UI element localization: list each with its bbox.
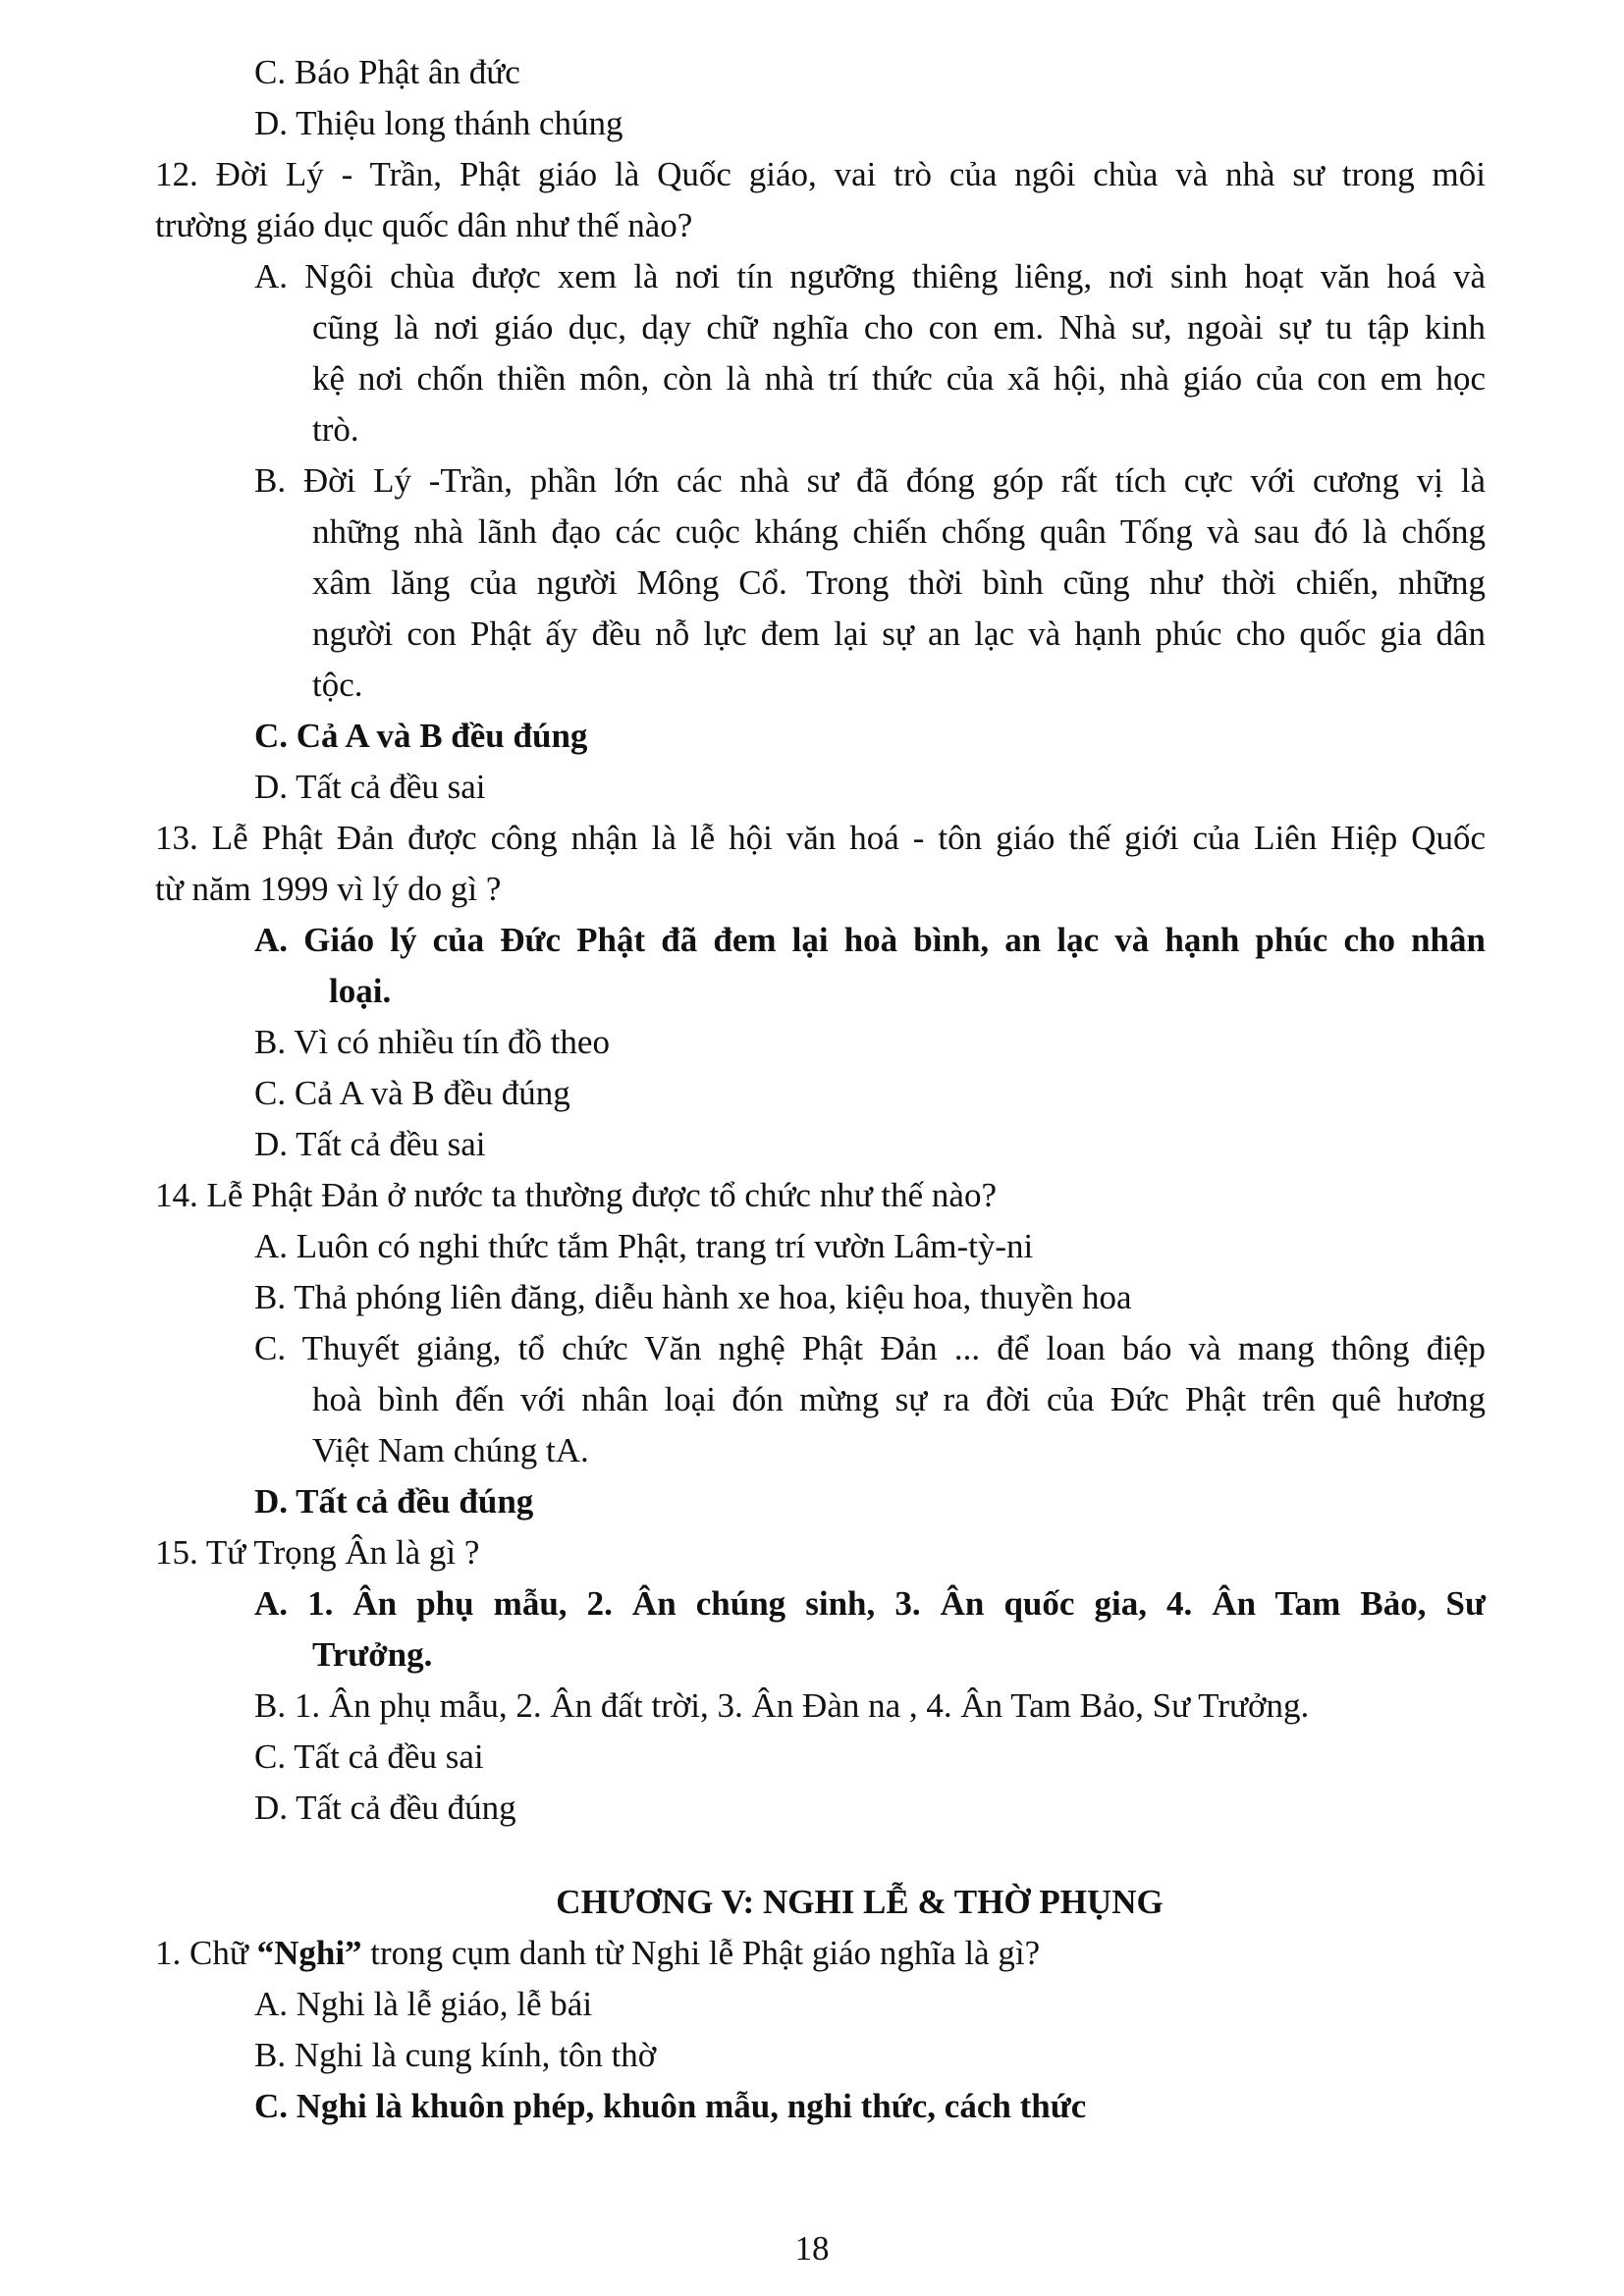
q12-option-a-line-3: kệ nơi chốn thiền môn, còn là nhà trí thức của xã hội, nhà giáo của con em học (312, 359, 1486, 398)
q13-option-a-line-1: A. Giáo lý của Đức Phật đã đem lại hoà bình, an lạc và hạnh phúc cho nhân (254, 921, 1486, 959)
q14-option-c-line-1: C. Thuyết giảng, tổ chức Văn nghệ Phật Đản ... để loan báo và mang thông điệp (254, 1329, 1486, 1367)
q13-option-a-line-2: loại. (329, 972, 392, 1010)
q12-option-b-line-5: tộc. (312, 666, 363, 704)
q13-option-d: D. Tất cả đều sai (254, 1125, 486, 1163)
chapter-q1-option-c-correct: C. Nghi là khuôn phép, khuôn mẫu, nghi thức, cách thức (254, 2087, 1087, 2125)
q12-option-a-line-4: trò. (312, 410, 359, 449)
q12-option-b (155, 455, 1486, 711)
q13-option-a-correct (155, 915, 1486, 1017)
q11-option-c: C. Báo Phật ân đức (254, 53, 520, 91)
q12-option-d: D. Tất cả đều sai (254, 768, 486, 806)
q12-option-b-line-3: xâm lăng của người Mông Cổ. Trong thời bình cũng như thời chiến, những (312, 563, 1486, 602)
q13-question-line-1: 13. Lễ Phật Đản được công nhận là lễ hội văn hoá - tôn giáo thế giới của Liên Hiệp Quốc (155, 819, 1486, 857)
q13-question (155, 813, 1486, 915)
q12-option-b-line-1: B. Đời Lý -Trần, phần lớn các nhà sư đã đóng góp rất tích cực với cương vị là (254, 461, 1486, 500)
page-number: 18 (794, 2229, 830, 2268)
q15-option-c: C. Tất cả đều sai (254, 1737, 484, 1776)
chapter-q1-question (155, 1928, 1486, 1979)
q14-option-a: A. Luôn có nghi thức tắm Phật, trang trí vườn Lâm-tỳ-ni (254, 1227, 1034, 1265)
q15-option-a-line-1: A. 1. Ân phụ mẫu, 2. Ân chúng sinh, 3. Ân quốc gia, 4. Ân Tam Bảo, Sư (254, 1584, 1486, 1623)
chapter-title: CHƯƠNG V: NGHI LỄ & THỜ PHỤNG (556, 1883, 1164, 1921)
q13-option-b: B. Vì có nhiều tín đồ theo (254, 1023, 610, 1061)
chapter-q1-option-a: A. Nghi là lễ giáo, lễ bái (254, 1985, 593, 2023)
q12-question-line-2: trường giáo dục quốc dân như thế nào? (155, 206, 693, 244)
q12-option-b-line-4: người con Phật ấy đều nỗ lực đem lại sự an lạc và hạnh phúc cho quốc gia dân (312, 614, 1486, 653)
q14-option-c-line-3: Việt Nam chúng tA. (312, 1431, 589, 1469)
q12-option-a (155, 251, 1486, 455)
page-content (155, 47, 1486, 2132)
q12-option-c-correct: C. Cả A và B đều đúng (254, 717, 588, 755)
q11-option-d: D. Thiệu long thánh chúng (254, 104, 623, 142)
q12-question-line-1: 12. Đời Lý - Trần, Phật giáo là Quốc giáo, vai trò của ngôi chùa và nhà sư trong môi (155, 155, 1486, 193)
chapter-q1-suffix: trong cụm danh từ Nghi lễ Phật giáo nghĩa là gì? (361, 1934, 1041, 1972)
chapter-q1-prefix: 1. Chữ (155, 1934, 257, 1972)
q15-question: 15. Tứ Trọng Ân là gì ? (155, 1533, 480, 1572)
q12-option-b-line-2: những nhà lãnh đạo các cuộc kháng chiến chống quân Tống và sau đó là chống (312, 512, 1486, 551)
q13-option-c: C. Cả A và B đều đúng (254, 1074, 570, 1112)
q15-option-d: D. Tất cả đều đúng (254, 1789, 516, 1827)
q15-option-a-line-2: Trưởng. (312, 1635, 433, 1674)
q14-question: 14. Lễ Phật Đản ở nước ta thường được tổ chức như thế nào? (155, 1176, 998, 1214)
q15-option-a-correct (155, 1578, 1486, 1681)
q14-option-c-line-2: hoà bình đến với nhân loại đón mừng sự ra đời của Đức Phật trên quê hương (312, 1380, 1486, 1418)
chapter-q1-term: “Nghi” (256, 1934, 362, 1972)
q13-question-line-2: từ năm 1999 vì lý do gì ? (155, 870, 502, 908)
section-spacer (155, 1834, 1486, 1877)
chapter-q1-option-b: B. Nghi là cung kính, tôn thờ (254, 2036, 657, 2074)
q12-question (155, 149, 1486, 251)
q14-option-c (155, 1323, 1486, 1476)
q12-option-a-line-1: A. Ngôi chùa được xem là nơi tín ngưỡng thiêng liêng, nơi sinh hoạt văn hoá và (254, 257, 1486, 295)
q14-option-d-correct: D. Tất cả đều đúng (254, 1482, 534, 1521)
q12-option-a-line-2: cũng là nơi giáo dục, dạy chữ nghĩa cho con em. Nhà sư, ngoài sự tu tập kinh (312, 308, 1486, 347)
q14-option-b: B. Thả phóng liên đăng, diễu hành xe hoa, kiệu hoa, thuyền hoa (254, 1278, 1132, 1316)
q15-option-b: B. 1. Ân phụ mẫu, 2. Ân đất trời, 3. Ân Đàn na , 4. Ân Tam Bảo, Sư Trưởng. (254, 1686, 1310, 1725)
